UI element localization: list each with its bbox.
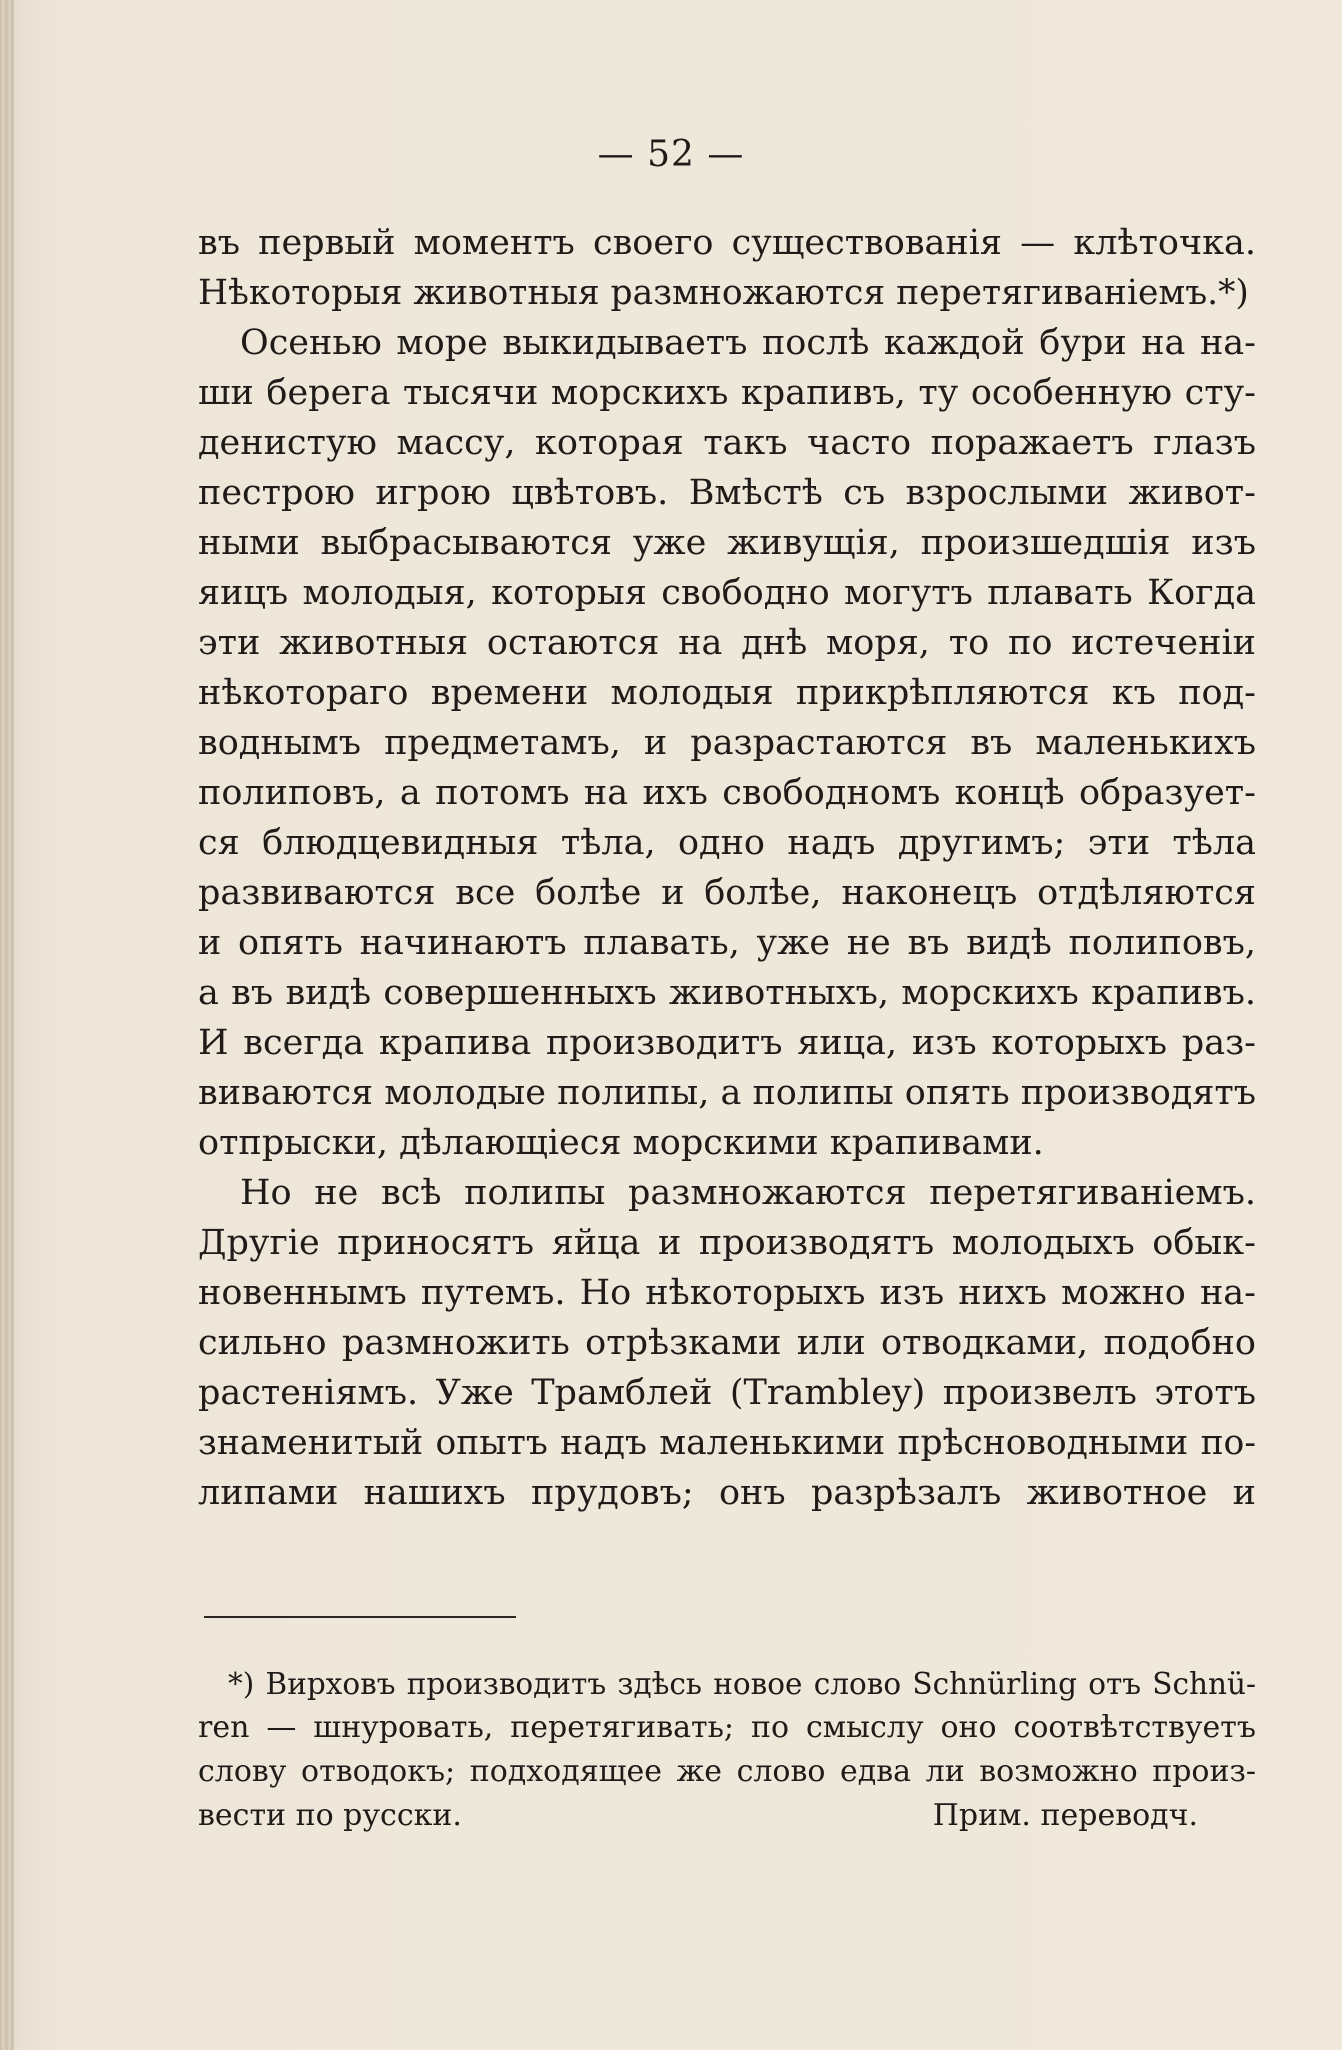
text-line: полиповъ, а потомъ на ихъ свободномъ концѣ образует- xyxy=(198,773,1256,813)
text-line: Нѣкоторыя животныя размножаются перетягиваніемъ.*) xyxy=(198,273,1249,313)
footnote-line: слову отводокъ; подходящее же слово едва ли возможно произ- xyxy=(198,1754,1256,1789)
footnote xyxy=(198,1662,1256,1838)
text-line: Но не всѣ полипы размножаются перетягиваніемъ. xyxy=(240,1173,1256,1213)
text-line: нѣкотораго времени молодыя прикрѣпляются къ под- xyxy=(198,673,1256,713)
binding-edge xyxy=(0,0,14,2050)
text-line: развиваются все болѣе и болѣе, наконецъ отдѣляются xyxy=(198,873,1256,913)
text-line: яицъ молодыя, которыя свободно могутъ плавать Когда xyxy=(198,573,1256,613)
text-line: сильно размножить отрѣзками или отводками, подобно xyxy=(198,1323,1256,1363)
footnote-line-last xyxy=(198,1794,1256,1838)
text-line: денистую массу, которая такъ часто поражаетъ глазъ xyxy=(198,423,1256,463)
text-line: растеніямъ. Уже Трамблей (Trambley) произвелъ этотъ xyxy=(198,1373,1256,1413)
text-line: отпрыски, дѣлающіеся морскими крапивами. xyxy=(198,1123,1044,1163)
text-line: новеннымъ путемъ. Но нѣкоторыхъ изъ нихъ можно на- xyxy=(198,1273,1256,1313)
text-line: а въ видѣ совершенныхъ животныхъ, морскихъ крапивъ. xyxy=(198,973,1256,1013)
page-number: — 52 — xyxy=(597,134,745,175)
text-line: ными выбрасываются уже живущія, произшедшія изъ xyxy=(198,523,1256,563)
text-line: виваются молодые полипы, а полипы опять производятъ xyxy=(198,1073,1257,1113)
text-line: эти животныя остаются на днѣ моря, то по истеченіи xyxy=(198,623,1256,663)
footnote-line: вести по русски. xyxy=(198,1798,462,1833)
text-line: и опять начинаютъ плавать, уже не въ видѣ полиповъ, xyxy=(198,923,1256,963)
footnote-line: *) Вирховъ производитъ здѣсь новое слово Schnürling отъ Schnü- xyxy=(228,1667,1256,1701)
footnote-rule xyxy=(204,1616,516,1618)
translator-note: Прим. переводч. xyxy=(932,1798,1198,1833)
text-line: ся блюдцевидныя тѣла, одно надъ другимъ; эти тѣла xyxy=(198,823,1256,863)
text-line: знаменитый опытъ надъ маленькими прѣсноводными по- xyxy=(198,1423,1256,1463)
body-text xyxy=(198,218,1256,1518)
text-line: И всегда крапива производитъ яица, изъ которыхъ раз- xyxy=(198,1023,1256,1063)
text-line: ши берега тысячи морскихъ крапивъ, ту особенную сту- xyxy=(198,373,1256,413)
text-line: липами нашихъ прудовъ; онъ разрѣзалъ животное и xyxy=(198,1473,1256,1513)
text-line: въ первый моментъ своего существованія — клѣточка. xyxy=(198,223,1256,263)
text-line: Осенью море выкидываетъ послѣ каждой бури на на- xyxy=(240,323,1256,363)
text-line: пестрою игрою цвѣтовъ. Вмѣстѣ съ взрослыми живот- xyxy=(198,473,1256,513)
text-line: Другіе приносятъ яйца и производятъ молодыхъ обык- xyxy=(198,1223,1256,1263)
text-line: воднымъ предметамъ, и разрастаются въ маленькихъ xyxy=(198,723,1256,763)
footnote-line: ren — шнуровать, перетягивать; по смыслу оно соотвѣтствуетъ xyxy=(198,1710,1256,1745)
